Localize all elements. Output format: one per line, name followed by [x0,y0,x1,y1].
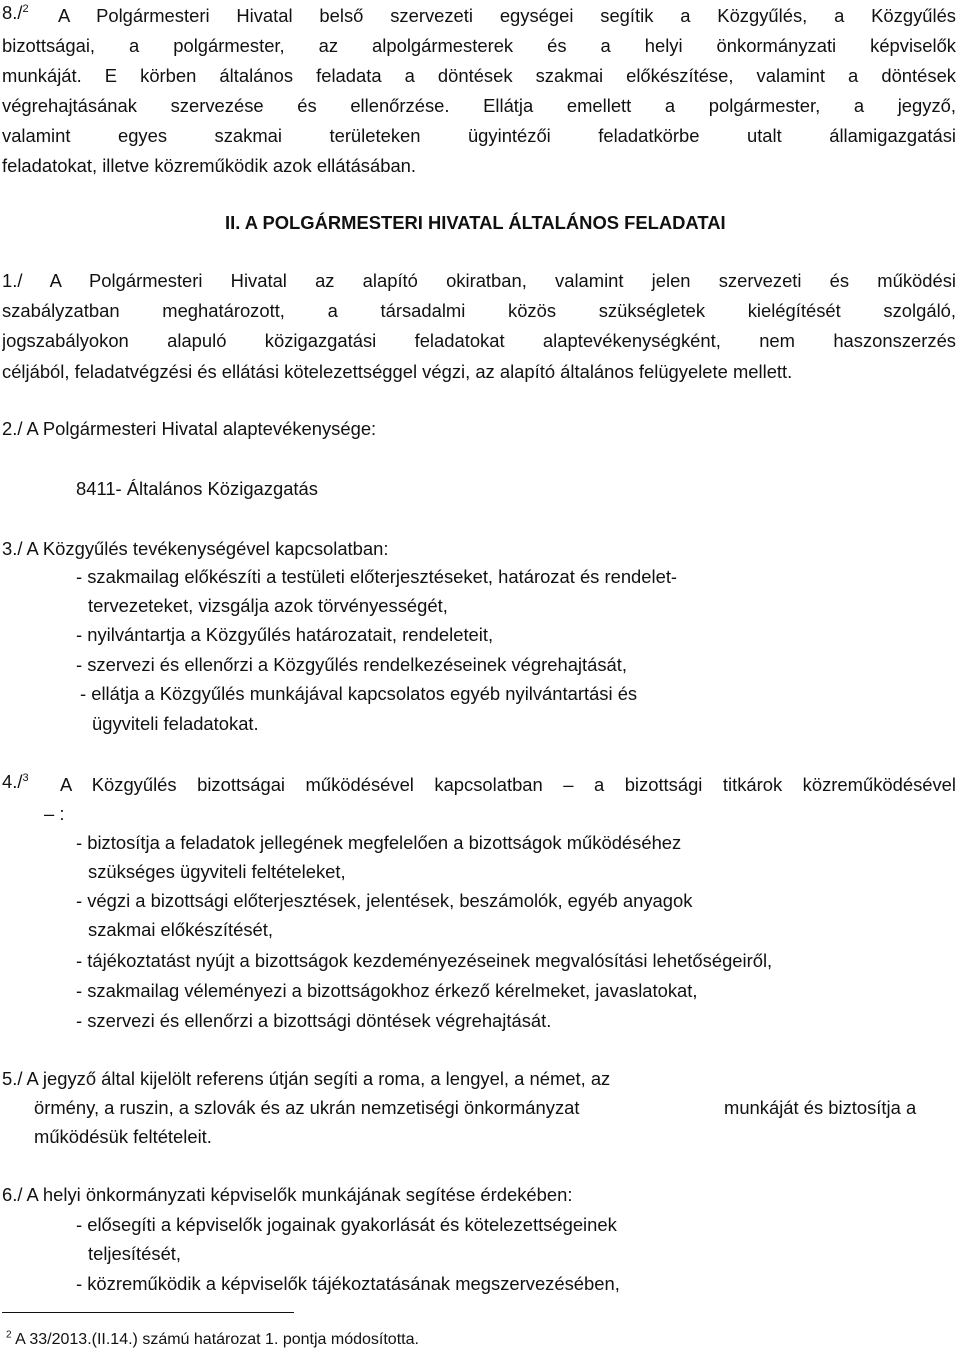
paragraph-line: 5./ A jegyző által kijelölt referens útján segíti a roma, a lengyel, a német, az [2,1068,611,1089]
paragraph-4-number: 4./$^3$ [2,771,29,792]
paragraph-line: működésük feltételeit. [34,1126,212,1147]
paragraph-line: szabályzatban meghatározott, a társadalmi közös szükségletek kielégítését szolgáló, [2,300,956,321]
list-item: - ellátja a Közgyűlés munkájával kapcsolatos egyéb nyilvántartási és [80,683,638,704]
section-8-number: 8./$^2$ [2,2,29,23]
section-8-line: feladatokat, illetve közreműködik azok ellátásában. [2,155,417,176]
paragraph-intro: A Közgyűlés bizottságai működésével kapcsolatban – a bizottsági titkárok közreműködésével [60,774,956,795]
list-item: - nyilvántartja a Közgyűlés határozatait, rendeleteit, [76,624,494,645]
paragraph-line: jogszabályokon alapuló közigazgatási feladatokat alaptevékenységként, nem haszonszerzés [2,330,956,351]
paragraph-line: 1./ A Polgármesteri Hivatal az alapító okiratban, valamint jelen szervezeti és működési [2,270,956,291]
section-8-line: bizottságai, a polgármester, az alpolgármesterek és a helyi önkormányzati képviselők [2,35,956,56]
paragraph-intro: 3./ A Közgyűlés tevékenységével kapcsolatban: [2,538,389,559]
footnote-ref[interactable]: 3 [22,771,29,784]
list-item: - szervezi és ellenőrzi a Közgyűlés rendelkezéseinek végrehajtását, [76,654,627,675]
paragraph-line: 2./ A Polgármesteri Hivatal alaptevékenysége: [2,418,377,439]
section-heading: II. A POLGÁRMESTERI HIVATAL ÁLTALÁNOS FELADATAI [225,212,726,233]
section-8-line: végrehajtásának szervezése és ellenőrzése. Ellátja emellett a polgármester, a jegyző, [2,95,956,116]
section-8-line: munkáját. E körben általános feladata a döntések szakmai előkészítése, valamint a döntések [2,65,956,86]
list-item-cont: teljesítését, [88,1243,182,1264]
paragraph-line: örmény, a ruszin, a szlovák és az ukrán nemzetiségi önkormányzat [34,1097,580,1118]
list-item: - biztosítja a feladatok jellegének megfelelően a bizottságok működéséhez [76,832,682,853]
section-8-line: A Polgármesteri Hivatal belső szervezeti egységei segítik a Közgyűlés, a Közgyűlés [58,5,956,26]
paragraph-line: céljából, feladatvégzési és ellátási kötelezettséggel végzi, az alapító általános felügyelete mellett. [2,361,793,382]
list-item: - közreműködik a képviselők tájékoztatásának megszervezésében, [76,1273,620,1294]
list-item-cont: tervezeteket, vizsgálja azok törvényességét, [88,595,448,616]
footnote-number: 2 [6,1329,12,1341]
list-item-cont: szakmai előkészítését, [88,919,274,940]
activity-code: 8411- Általános Közigazgatás [76,478,318,499]
paragraph-intro: 6./ A helyi önkormányzati képviselők munkájának segítése érdekében: [2,1184,573,1205]
footnote [6,1329,419,1351]
list-item: - végzi a bizottsági előterjesztések, jelentések, beszámolók, egyéb anyagok [76,890,693,911]
list-item: - szervezi és ellenőrzi a bizottsági döntések végrehajtását. [76,1010,552,1031]
list-item: - szakmailag véleményezi a bizottságokhoz érkező kérelmeket, javaslatokat, [76,980,698,1001]
paragraph-intro-cont: – : [44,803,65,824]
list-item-cont: szükséges ügyviteli feltételeket, [88,861,346,882]
footnote-ref[interactable]: 2 [22,2,29,15]
list-item-cont: ügyviteli feladatokat. [92,713,259,734]
list-item: - szakmailag előkészíti a testületi előterjesztéseket, határozat és rendelet- [76,566,678,587]
section-8-line: valamint egyes szakmai területeken ügyintézői feladatkörbe utalt államigazgatási [2,125,956,146]
list-item: - elősegíti a képviselők jogainak gyakorlását és kötelezettségeinek [76,1214,617,1235]
footnote-separator [2,1312,294,1313]
footnote-text: A 33/2013.(II.14.) számú határozat 1. pontja módosította. [15,1331,419,1348]
list-item: - tájékoztatást nyújt a bizottságok kezdeményezéseinek megvalósítási lehetőségeiről, [76,950,773,971]
paragraph-line: munkáját és biztosítja a [724,1097,917,1118]
